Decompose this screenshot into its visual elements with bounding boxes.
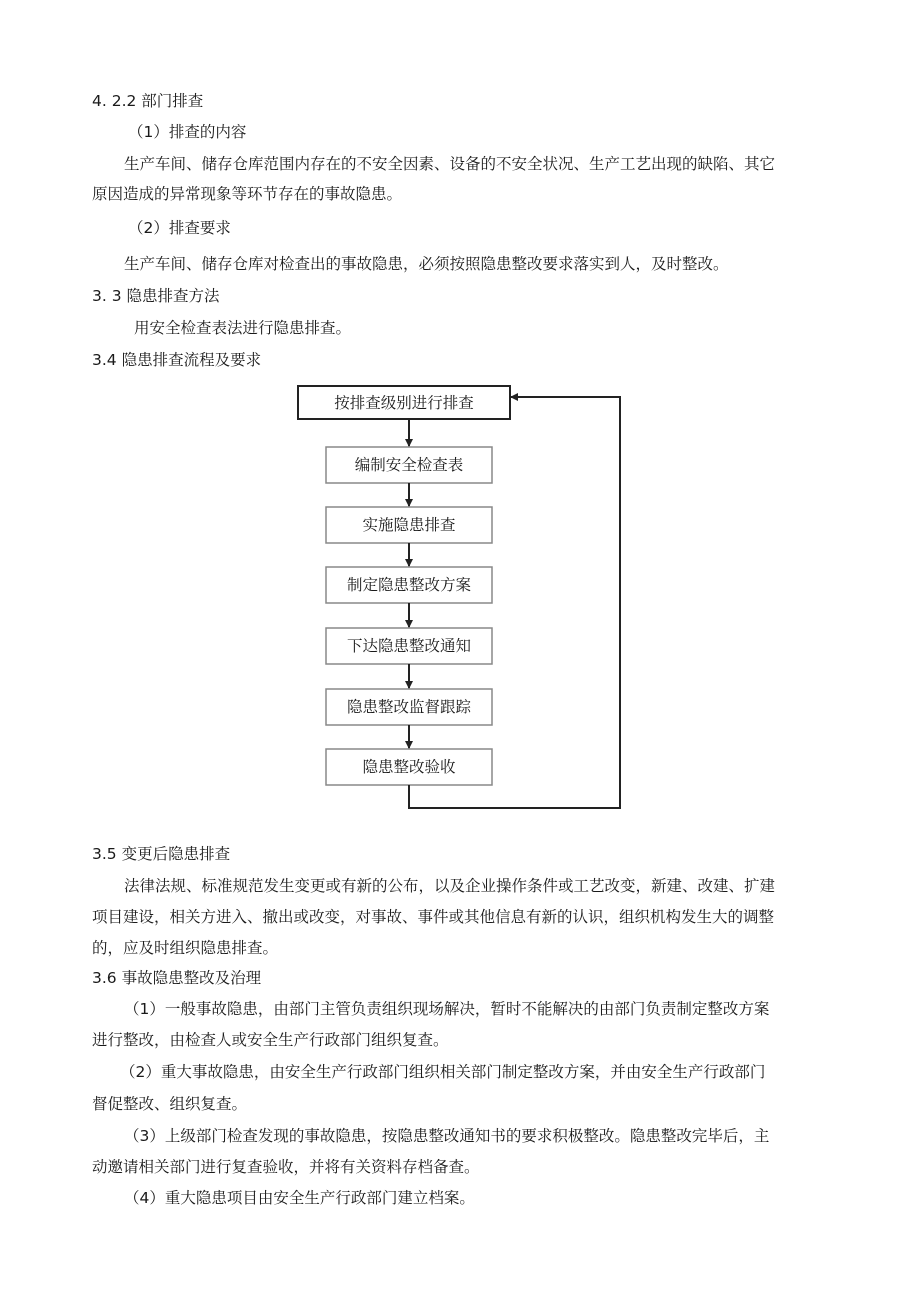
paragraph-line: 项目建设，相关方进入、撤出或改变，对事故、事件或其他信息有新的认识，组织机构发生大的调整 — [92, 908, 775, 926]
flow-step-4 — [326, 567, 492, 603]
flow-step-label: 下达隐患整改通知 — [346, 637, 472, 655]
flow-step-label: 隐患整改监督跟踪 — [346, 698, 472, 716]
section-heading-3-4: 3.4 隐患排查流程及要求 — [92, 351, 262, 369]
paragraph-line: 生产车间、储存仓库范围内存在的不安全因素、设备的不安全状况、生产工艺出现的缺陷、其它 — [124, 155, 776, 173]
item-heading-check-content: （1）排查的内容 — [128, 123, 247, 141]
paragraph-line: 的，应及时组织隐患排查。 — [92, 939, 279, 957]
section-heading-4-2-2: 4. 2.2 部门排查 — [92, 92, 204, 110]
flow-step-label: 实施隐患排查 — [362, 516, 456, 534]
paragraph-line: 原因造成的异常现象等环节存在的事故隐患。 — [92, 185, 403, 203]
paragraph-line: （4）重大隐患项目由安全生产行政部门建立档案。 — [124, 1189, 475, 1207]
flow-step-3 — [326, 507, 492, 543]
flow-step-7 — [326, 749, 492, 785]
flow-step-2 — [326, 447, 492, 483]
item-heading-check-requirements: （2）排查要求 — [128, 219, 231, 237]
flow-step-label: 编制安全检查表 — [354, 456, 464, 474]
paragraph-line: 进行整改，由检查人或安全生产行政部门组织复查。 — [92, 1031, 449, 1049]
section-heading-3-5: 3.5 变更后隐患排查 — [92, 845, 231, 863]
paragraph-line: 动邀请相关部门进行复查验收，并将有关资料存档备查。 — [92, 1158, 480, 1176]
paragraph-line: （3）上级部门检查发现的事故隐患，按隐患整改通知书的要求积极整改。隐患整改完毕后，主 — [124, 1127, 770, 1145]
section-heading-3-6: 3.6 事故隐患整改及治理 — [92, 969, 262, 987]
section-heading-3-3: 3. 3 隐患排查方法 — [92, 287, 220, 305]
paragraph-line: （2）重大事故隐患，由安全生产行政部门组织相关部门制定整改方案，并由安全生产行政部门 — [120, 1063, 766, 1081]
paragraph-line: 用安全检查表法进行隐患排查。 — [134, 319, 352, 337]
flow-step-5 — [326, 628, 492, 664]
flow-step-label: 制定隐患整改方案 — [346, 576, 472, 594]
flow-step-1 — [298, 386, 510, 419]
flow-step-label: 隐患整改验收 — [362, 758, 456, 776]
paragraph-line: 生产车间、储存仓库对检查出的事故隐患，必须按照隐患整改要求落实到人，及时整改。 — [124, 255, 729, 273]
flow-step-6 — [326, 689, 492, 725]
flow-step-label: 按排查级别进行排查 — [334, 394, 474, 412]
paragraph-line: 法律法规、标准规范发生变更或有新的公布，以及企业操作条件或工艺改变，新建、改建、扩建 — [124, 877, 776, 895]
paragraph-line: 督促整改、组织复查。 — [92, 1095, 248, 1113]
paragraph-line: （1）一般事故隐患，由部门主管负责组织现场解决，暂时不能解决的由部门负责制定整改方案 — [124, 1000, 770, 1018]
